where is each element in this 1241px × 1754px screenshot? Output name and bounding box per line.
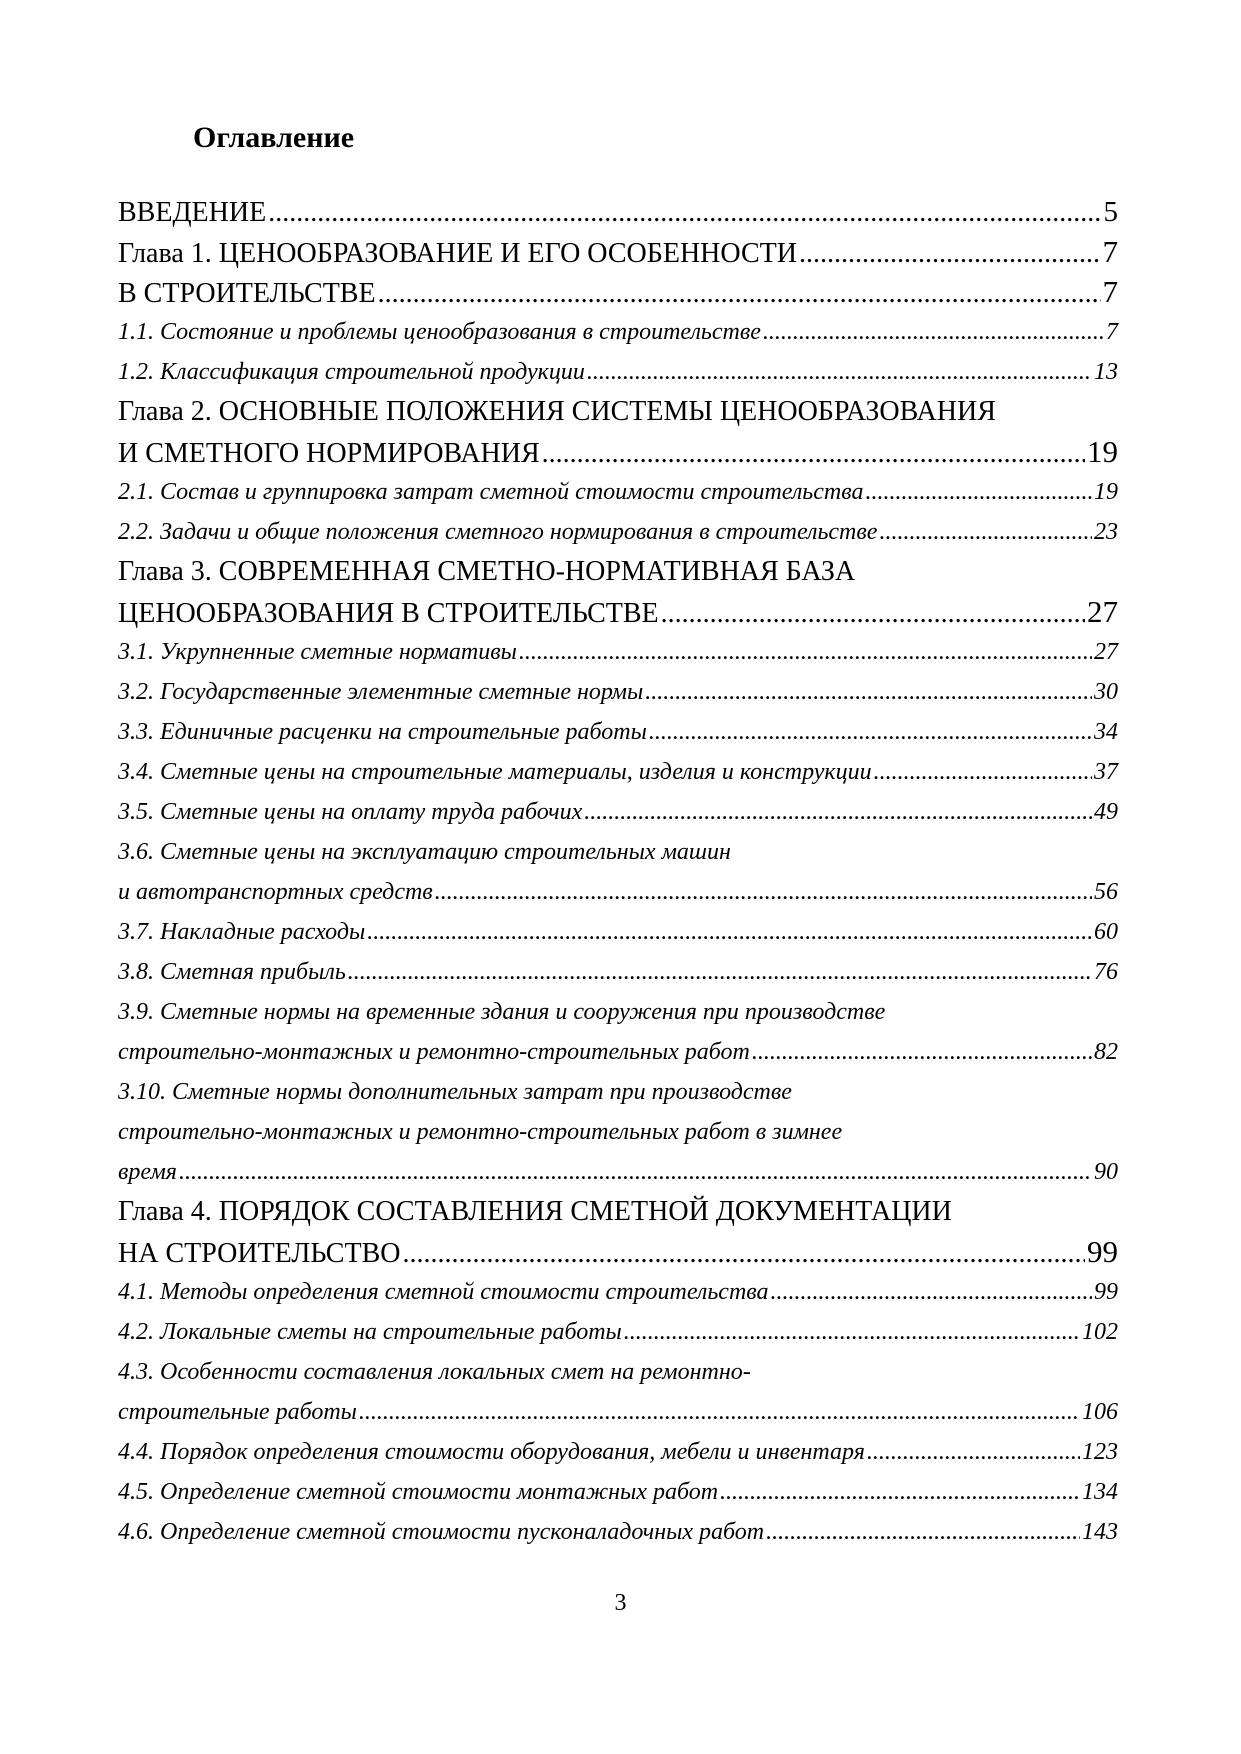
toc-entry-section-3-8[interactable] <box>118 952 1118 992</box>
toc-entry-chapter-2-cont[interactable] <box>118 432 1118 472</box>
toc-leader <box>542 434 1085 474</box>
toc-leader <box>359 1392 1080 1432</box>
toc-entry-chapter-2[interactable] <box>118 392 1118 432</box>
toc-entry-title: 3.3. Единичные расценки на строительные работы <box>118 719 647 745</box>
toc-entry-section-2-1[interactable] <box>118 472 1118 512</box>
toc-entry-title: 3.6. Сметные цены на эксплуатацию строительных машин <box>118 839 731 865</box>
toc-leader <box>624 1312 1080 1352</box>
toc-leader <box>378 274 1101 314</box>
toc-entry-section-3-9-cont[interactable] <box>118 1032 1118 1072</box>
toc-entry-title: 1.1. Состояние и проблемы ценообразования в строительстве <box>118 319 761 345</box>
toc-entry-page: 19 <box>1094 479 1118 505</box>
toc-entry-page: 82 <box>1094 1039 1118 1065</box>
toc-entry-page: 102 <box>1082 1319 1118 1345</box>
toc-entry-page: 13 <box>1094 359 1118 385</box>
toc-leader <box>874 752 1092 792</box>
toc-heading: Оглавление <box>193 121 355 154</box>
toc-entry-chapter-4-cont[interactable] <box>118 1232 1118 1272</box>
toc-entry-section-4-3-cont[interactable] <box>118 1392 1118 1432</box>
toc-entry-introduction[interactable] <box>118 192 1118 232</box>
toc-entry-title: Глава 3. СОВРЕМЕННАЯ СМЕТНО-НОРМАТИВНАЯ БАЗА <box>118 556 856 587</box>
toc-entry-page: 5 <box>1103 196 1118 228</box>
toc-entry-section-3-9[interactable] <box>118 992 1118 1032</box>
toc-entry-title: 2.2. Задачи и общие положения сметного нормирования в строительстве <box>118 519 878 545</box>
toc-leader <box>348 952 1092 992</box>
toc-entry-section-4-5[interactable] <box>118 1472 1118 1512</box>
toc-entry-title: 3.7. Накладные расходы <box>118 919 366 945</box>
toc-entry-title: 4.2. Локальные сметы на строительные работы <box>118 1319 622 1345</box>
toc-entry-title: Глава 4. ПОРЯДОК СОСТАВЛЕНИЯ СМЕТНОЙ ДОКУМЕНТАЦИИ <box>118 1196 952 1227</box>
toc-entry-title: Глава 1. ЦЕНООБРАЗОВАНИЕ И ЕГО ОСОБЕННОСТИ <box>118 238 797 269</box>
toc-entry-title: 3.9. Сметные нормы на временные здания и сооружения при производстве <box>118 999 886 1025</box>
toc-entry-page: 19 <box>1087 434 1118 469</box>
toc-leader <box>720 1472 1080 1512</box>
toc-leader <box>867 1432 1080 1472</box>
toc-entry-section-3-6-cont[interactable] <box>118 872 1118 912</box>
toc-entry-title: 4.6. Определение сметной стоимости пусконаладочных работ <box>118 1519 765 1545</box>
toc-entry-section-3-6[interactable] <box>118 832 1118 872</box>
toc-entry-title: В СТРОИТЕЛЬСТВЕ <box>118 278 376 309</box>
toc-entry-title: строительно-монтажных и ремонтно-строительных работ в зимнее <box>118 1119 843 1145</box>
toc-leader <box>402 1234 1085 1274</box>
toc-entry-chapter-1-cont[interactable] <box>118 272 1118 312</box>
toc-entry-title: 4.3. Особенности составления локальных смет на ремонтно- <box>118 1359 751 1385</box>
toc-entry-section-3-7[interactable] <box>118 912 1118 952</box>
toc-entry-page: 23 <box>1094 519 1118 545</box>
toc-leader <box>661 594 1085 634</box>
toc-entry-title: 3.10. Сметные нормы дополнительных затрат при производстве <box>118 1079 792 1105</box>
toc-entry-page: 106 <box>1082 1399 1118 1425</box>
toc-entry-page: 76 <box>1094 959 1118 985</box>
toc-entry-page: 7 <box>1106 319 1118 345</box>
toc-entry-title: 4.4. Порядок определения стоимости оборудования, мебели и инвентаря <box>118 1439 865 1465</box>
toc-entry-page: 60 <box>1094 919 1118 945</box>
toc-entry-title: время <box>118 1159 177 1185</box>
toc-entry-title: строительно-монтажных и ремонтно-строительных работ <box>118 1039 750 1065</box>
toc-entry-page: 143 <box>1082 1519 1118 1545</box>
toc-entry-title: Глава 2. ОСНОВНЫЕ ПОЛОЖЕНИЯ СИСТЕМЫ ЦЕНООБРАЗОВАНИЯ <box>118 396 996 427</box>
toc-entry-title: 4.1. Методы определения сметной стоимости строительства <box>118 1279 769 1305</box>
toc-entry-section-3-3[interactable] <box>118 712 1118 752</box>
toc-entry-section-4-6[interactable] <box>118 1512 1118 1552</box>
toc-entry-title: 3.4. Сметные цены на строительные материалы, изделия и конструкции <box>118 759 872 785</box>
toc-entry-title: НА СТРОИТЕЛЬСТВО <box>118 1238 401 1269</box>
toc-entry-section-3-5[interactable] <box>118 792 1118 832</box>
toc-entry-section-4-2[interactable] <box>118 1312 1118 1352</box>
toc-entry-title: 1.2. Классификация строительной продукции <box>118 359 585 385</box>
toc-entry-page: 30 <box>1094 679 1118 705</box>
toc-entry-title: строительные работы <box>118 1399 357 1425</box>
toc-entry-section-2-2[interactable] <box>118 512 1118 552</box>
toc-leader <box>179 1152 1092 1192</box>
toc-leader <box>752 1032 1092 1072</box>
toc-leader <box>799 234 1101 274</box>
toc-entry-page: 49 <box>1094 799 1118 825</box>
toc-entry-page: 37 <box>1094 759 1118 785</box>
toc-entry-section-3-10-cont[interactable] <box>118 1112 1118 1152</box>
toc-leader <box>649 712 1092 752</box>
toc-entry-page: 7 <box>1102 274 1118 309</box>
toc-entry-section-4-1[interactable] <box>118 1272 1118 1312</box>
toc-entry-section-4-4[interactable] <box>118 1432 1118 1472</box>
toc-entry-page: 99 <box>1094 1279 1118 1305</box>
toc-entry-chapter-3-cont[interactable] <box>118 592 1118 632</box>
toc-entry-page: 56 <box>1094 879 1118 905</box>
toc-entry-title: и автотранспортных средств <box>118 879 433 905</box>
toc-entry-page: 27 <box>1094 639 1118 665</box>
toc-leader <box>435 872 1092 912</box>
toc-entry-page: 27 <box>1087 594 1118 629</box>
toc-entry-chapter-4[interactable] <box>118 1192 1118 1232</box>
toc-entry-title: 3.2. Государственные элементные сметные нормы <box>118 679 644 705</box>
toc-entry-section-3-2[interactable] <box>118 672 1118 712</box>
toc-leader <box>645 672 1092 712</box>
toc-leader <box>766 1512 1080 1552</box>
toc-leader <box>865 472 1092 512</box>
toc-entry-title: 3.5. Сметные цены на оплату труда рабочих <box>118 799 583 825</box>
toc-entry-page: 99 <box>1087 1234 1118 1269</box>
toc-leader <box>268 193 1101 233</box>
toc-entry-title: 4.5. Определение сметной стоимости монтажных работ <box>118 1479 719 1505</box>
toc-entry-section-3-10[interactable] <box>118 1072 1118 1112</box>
page-number: 3 <box>614 1590 627 1616</box>
toc-leader <box>771 1272 1092 1312</box>
toc-entry-page: 134 <box>1082 1479 1118 1505</box>
toc-entry-page: 34 <box>1094 719 1118 745</box>
toc-entry-page: 123 <box>1082 1439 1118 1465</box>
toc-entry-section-1-2[interactable] <box>118 352 1118 392</box>
toc-leader <box>879 512 1092 552</box>
toc-entry-chapter-3[interactable] <box>118 552 1118 592</box>
toc-leader <box>763 312 1104 352</box>
toc-entry-title: ВВЕДЕНИЕ <box>118 197 267 228</box>
toc-entry-title: 2.1. Состав и группировка затрат сметной стоимости строительства <box>118 479 864 505</box>
toc-entry-section-3-1[interactable] <box>118 632 1118 672</box>
toc-entry-title: ЦЕНООБРАЗОВАНИЯ В СТРОИТЕЛЬСТВЕ <box>118 598 659 629</box>
toc-leader <box>587 352 1092 392</box>
toc-entry-page: 90 <box>1094 1159 1118 1185</box>
toc-entry-section-3-4[interactable] <box>118 752 1118 792</box>
toc-entry-title: 3.8. Сметная прибыль <box>118 959 346 985</box>
toc-entry-title: И СМЕТНОГО НОРМИРОВАНИЯ <box>118 438 540 469</box>
toc-leader <box>367 912 1092 952</box>
toc-entry-chapter-1[interactable] <box>118 232 1118 272</box>
toc-entry-section-3-10-end[interactable] <box>118 1152 1118 1192</box>
toc-leader <box>519 632 1092 672</box>
table-of-contents <box>118 192 1118 1552</box>
toc-entry-title: 3.1. Укрупненные сметные нормативы <box>118 639 517 665</box>
toc-entry-section-1-1[interactable] <box>118 312 1118 352</box>
toc-leader <box>584 792 1092 832</box>
toc-entry-section-4-3[interactable] <box>118 1352 1118 1392</box>
toc-entry-page: 7 <box>1102 234 1118 269</box>
